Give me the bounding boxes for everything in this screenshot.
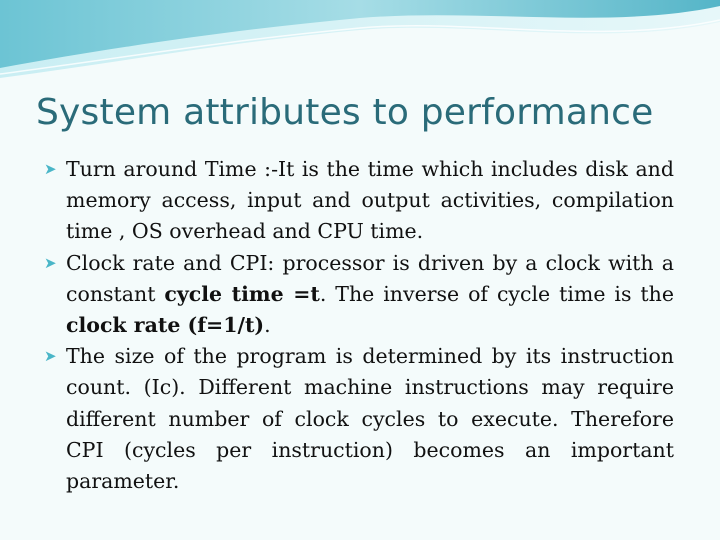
bullet-item <box>44 341 674 497</box>
text-run: . <box>264 313 271 338</box>
double-arrow-bullet-icon: ➤︎ <box>44 253 57 272</box>
bold-term-clock-rate: clock rate (f=1/t) <box>66 313 265 338</box>
bullet-item <box>44 248 674 342</box>
double-arrow-bullet-icon: ➤︎ <box>44 160 57 178</box>
text-run: . The inverse of cycle time is the <box>319 281 674 306</box>
double-arrow-bullet-icon: ➤︎ <box>44 347 57 366</box>
text-run: Clock rate and CPI: processor is driven by a clock with a constant <box>66 250 674 306</box>
slide-title: System attributes to performance <box>36 92 654 133</box>
bold-term-cycle-time: cycle time =t <box>164 281 320 306</box>
bullet-item <box>44 154 674 248</box>
bullet-list <box>44 154 674 497</box>
bullet-text <box>66 248 674 342</box>
decorative-banner <box>0 0 720 80</box>
bullet-text: The size of the program is determined by its instruction count. (Ic). Different machine instructions may require different number of clock cycles to execute. Therefore CPI (cycles per instruction) becomes an important parameter. <box>66 344 674 494</box>
bullet-text: Turn around Time :-It is the time which includes disk and memory access, input and output activities, compilation time , OS overhead and CPU time. <box>66 157 674 244</box>
